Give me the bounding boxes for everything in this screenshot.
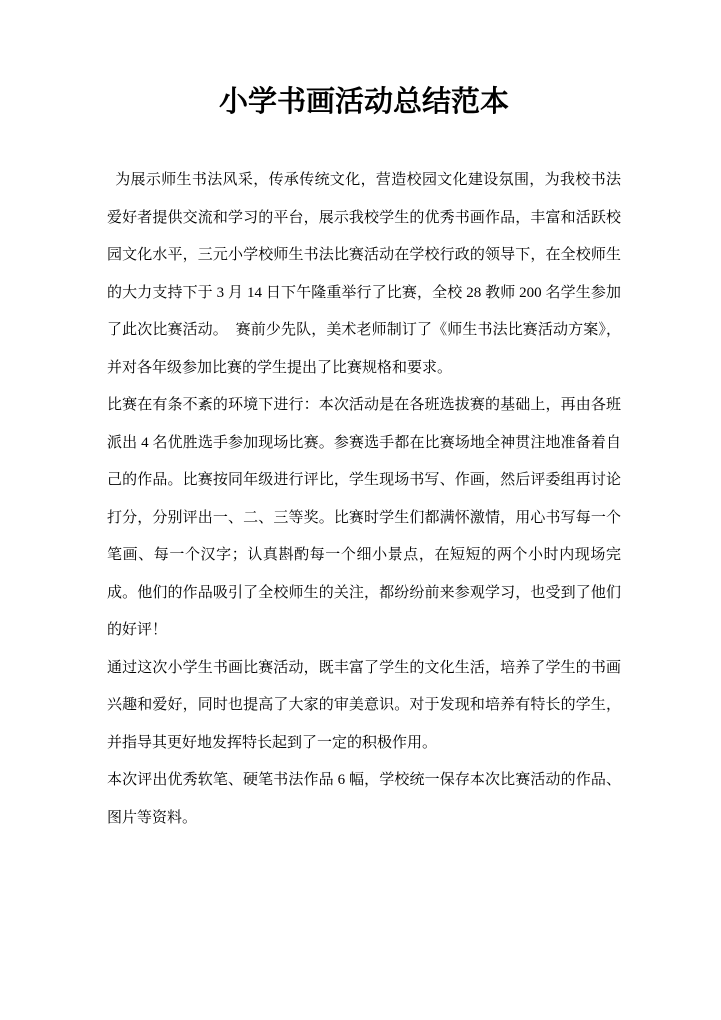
paragraph-intro: 为展示师生书法风采，传承传统文化，营造校园文化建设氛围，为我校书法爱好者提供交流和学习的平台，展示我校学生的优秀书画作品，丰富和活跃校园文化水平，三元小学校师生书法比赛活动在学校行政的领导下，在全校师生的大力支持下于 3 月 14 日下午隆重举行了比赛，全校 28 教师 200 名学生参加了此次比赛活动。 赛前少先队，美术老师制订了《师生书法比赛活动方案》，并对各年级参加比赛的学生提出了比赛规格和要求。 [107, 172, 621, 376]
paragraph-activity-benefits: 通过这次小学生书画比赛活动，既丰富了学生的文化生活，培养了学生的书画兴趣和爱好，同时也提高了大家的审美意识。对于发现和培养有特长的学生，并指导其更好地发挥特长起到了一定的积极作用。 [107, 659, 621, 751]
document-body [107, 162, 621, 837]
paragraph-competition-process: 比赛在有条不紊的环境下进行：本次活动是在各班选拔赛的基础上，再由各班派出 4 名优胜选手参加现场比赛。参赛选手都在比赛场地全神贯注地准备着自己的作品。比赛按同年级进行评比，学生现场书写、作画，然后评委组再讨论打分，分别评出一、二、三等奖。比赛时学生们都满怀激情，用心书写每一个笔画、每一个汉字；认真斟酌每一个细小景点，在短短的两个小时内现场完成。他们的作品吸引了全校师生的关注，都纷纷前来参观学习，也受到了他们的好评！ [107, 397, 621, 638]
document-title: 小学书画活动总结范本 [218, 86, 509, 118]
paragraph-results-archive: 本次评出优秀软笔、硬笔书法作品 6 幅，学校统一保存本次比赛活动的作品、图片等资料。 [107, 772, 621, 826]
